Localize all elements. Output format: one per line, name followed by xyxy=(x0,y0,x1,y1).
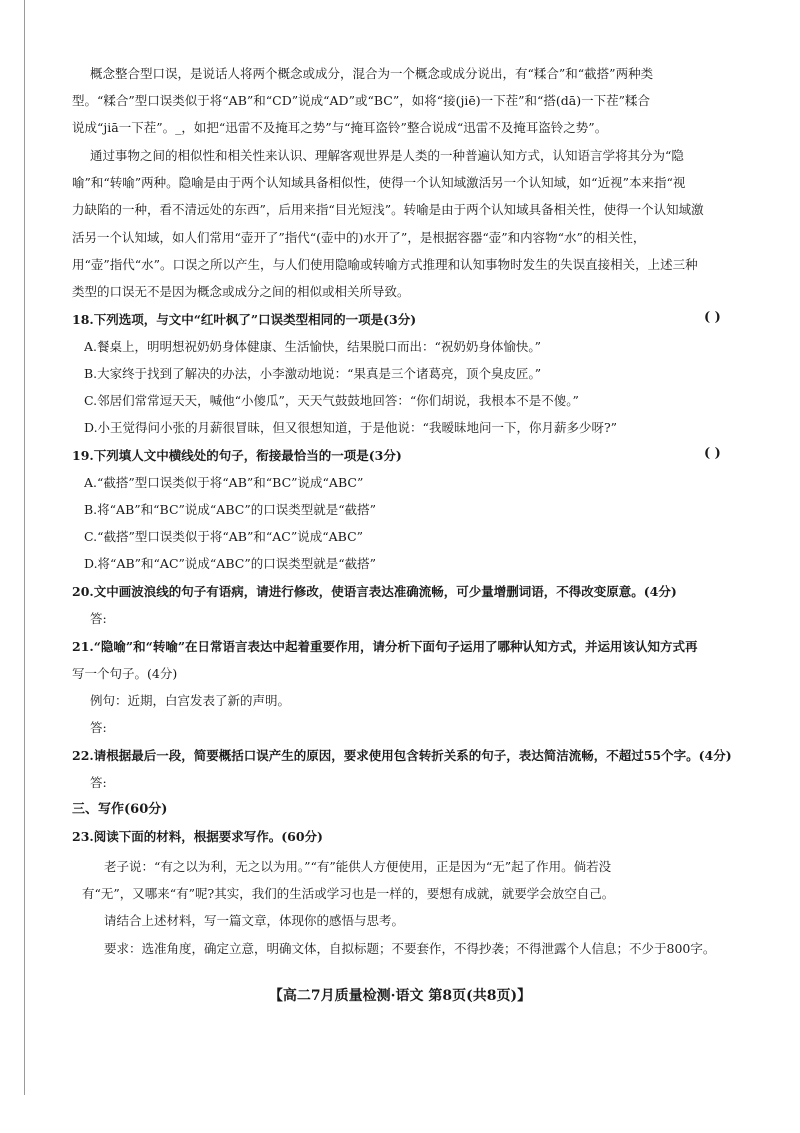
q18-option-c: C.邻居们常常逗天天，喊他“小傻瓜”，天天气鼓鼓地回答：“你们胡说，我根本不是不傻。” xyxy=(84,393,579,408)
q21-stem-line-1: 21.“隐喻”和“转喻”在日常语言表达中起着重要作用，请分析下面句子运用了哪种认知方式，并运用该认知方式再 xyxy=(72,639,698,654)
passage-p2-line-6: 类型的口误无不是因为概念或成分之间的相似或相关所导致。 xyxy=(72,284,410,299)
page-left-border xyxy=(24,0,25,1095)
section-3-heading: 三、写作(60分) xyxy=(72,802,168,817)
passage-p2-line-1: 通过事物之间的相似性和相关性来认识、理解客观世界是人类的一种普遍认知方式，认知语言学将其分为“隐 xyxy=(90,148,684,163)
q18-stem: 18.下列选项，与文中“红叶枫了”口误类型相同的一项是(3分) xyxy=(72,312,417,327)
q21-answer-label: 答: xyxy=(90,720,107,735)
q23-material-line-1: 老子说：“有之以为利，无之以为用。”“有”能供人方便使用，正是因为“无”起了作用。倘若没 xyxy=(104,859,612,874)
q19-option-d: D.将“AB”和“AC”说成“ABC”的口误类型就是“截搭” xyxy=(84,556,376,571)
q20-stem: 20.文中画波浪线的句子有语病，请进行修改，使语言表达准确流畅，可少量增删词语，不得改变原意。(4分) xyxy=(72,584,677,599)
q23-material-line-2: 有“无”，又哪来“有”呢?其实，我们的生活或学习也是一样的，要想有成就，就要学会放空自己。 xyxy=(82,886,615,901)
passage-p2-line-4: 活另一个认知域，如人们常用“壶开了”指代“(壶中的)水开了”，是根据容器“壶”和内容物“水”的相关性， xyxy=(72,230,646,245)
q19-option-a: A.“截搭”型口误类似于将“AB”和“BC”说成“ABC” xyxy=(84,475,364,490)
q23-stem: 23.阅读下面的材料，根据要求写作。(60分) xyxy=(72,829,323,844)
q18-answer-bracket: ( ) xyxy=(704,310,721,325)
passage-p2-line-2: 喻”和“转喻”两种。隐喻是由于两个认知域具备相似性，使得一个认知域激活另一个认知域，如“近视”本来指“视 xyxy=(72,175,686,190)
passage-p1-line-3: 说成“jiā一下茬”。_，如把“迅雷不及掩耳之势”与“掩耳盗铃”整合说成“迅雷不及掩耳盗铃之势”。 xyxy=(72,120,608,135)
passage-p1-line-2: 型。“糅合”型口误类似于将“AB”和“CD”说成“AD”或“BC”，如将“接(jiē)一下茬”和“搭(dā)一下茬”糅合 xyxy=(72,93,651,108)
q22-stem: 22.请根据最后一段，简要概括口误产生的原因，要求使用包含转折关系的句子，表达简洁流畅，不超过55个字。(4分) xyxy=(72,748,732,763)
q18-option-a: A.餐桌上，明明想祝奶奶身体健康、生活愉快，结果脱口而出：“祝奶奶身体愉快。” xyxy=(84,339,542,354)
q18-option-d: D.小王觉得问小张的月薪很冒昧，但又很想知道，于是他说：“我暧昧地问一下，你月薪多少呀?” xyxy=(84,420,618,435)
q19-option-c: C.“截搭”型口误类似于将“AB”和“AC”说成“ABC” xyxy=(84,529,364,544)
q18-option-b: B.大家终于找到了解决的办法，小李激动地说：“果真是三个诸葛亮，顶个臭皮匠。” xyxy=(84,366,542,381)
q23-requirement: 要求：选准角度，确定立意，明确文体，自拟标题；不要套作，不得抄袭；不得泄露个人信息；不少于800字。 xyxy=(104,941,716,956)
passage-p2-line-3: 力缺陷的一种，看不清远处的东西”，后用来指“目光短浅”。转喻是由于两个认知域具备相关性，使得一个认知域激 xyxy=(72,202,704,217)
q22-answer-label: 答: xyxy=(90,775,107,790)
passage-p2-line-5: 用“壶”指代“水”。口误之所以产生，与人们使用隐喻或转喻方式推理和认知事物时发生的失误直接相关，上述三种 xyxy=(72,257,698,272)
passage-p1-line-1: 概念整合型口误，是说话人将两个概念或成分，混合为一个概念或成分说出，有“糅合”和“截搭”两种类 xyxy=(90,66,654,81)
q19-option-b: B.将“AB”和“BC”说成“ABC”的口误类型就是“截搭” xyxy=(84,502,376,517)
page-footer: 【高二7月质量检测·语文 第8页(共8页)】 xyxy=(268,988,532,1004)
q19-stem: 19.下列填人文中横线处的句子，衔接最恰当的一项是(3分) xyxy=(72,448,402,463)
q21-example-sentence: 例句：近期，白宫发表了新的声明。 xyxy=(90,693,291,708)
q20-answer-label: 答: xyxy=(90,611,107,626)
q21-stem-line-2: 写一个句子。(4分) xyxy=(72,666,178,681)
q23-instruction: 请结合上述材料，写一篇文章，体现你的感悟与思考。 xyxy=(104,913,405,928)
q19-answer-bracket: ( ) xyxy=(704,446,721,461)
